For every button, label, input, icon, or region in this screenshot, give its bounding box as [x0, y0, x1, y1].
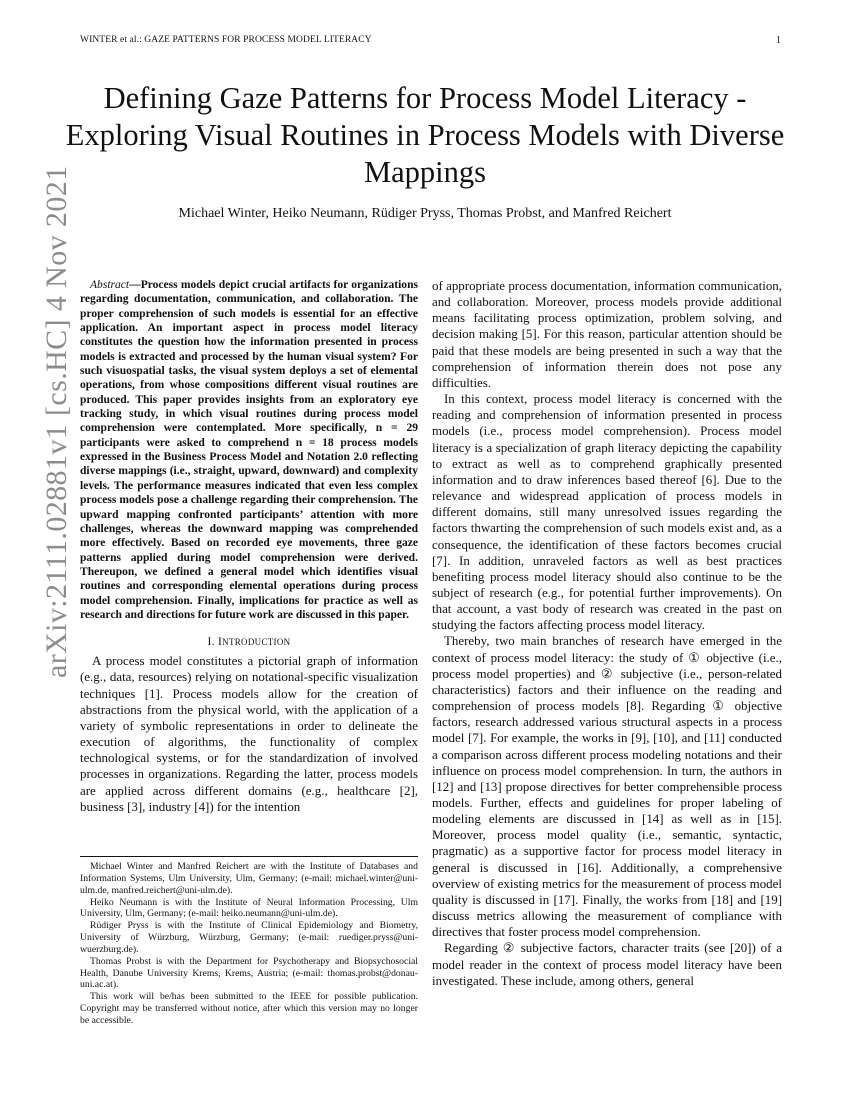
abstract-label: Abstract — [90, 279, 130, 291]
footnote-affiliation: Rüdiger Pryss is with the Institute of Clinical Epidemiology and Biometry, University of Würzburg, Würzburg, Germany; (e-mail: ruediger.pryss@uni-wuerzburg.de). — [80, 920, 418, 955]
footnote-affiliation: Heiko Neumann is with the Institute of Neural Information Processing, Ulm University, Ulm, Germany; (e-mail: heiko.neumann@uni-ulm.de). — [80, 896, 418, 920]
footnote-affiliation: Thomas Probst is with the Department for Psychotherapy and Biopsychosocial Health, Danube University Krems, Krems, Austria; (e-mail: thomas.probst@donau-uni.ac.at). — [80, 955, 418, 991]
section-heading-introduction — [80, 636, 418, 648]
paragraph: In this context, process model literacy is concerned with the reading and comprehension of information presented in process models (i.e., process model comprehension). Process model literacy is a specialization of graph literacy depicting the capability to extract as well as to comprehend graphically presented information and to draw inferences based thereof [6]. Due to the relevance and widespread application of process models in different domains, still many unresolved issues regarding the factors thwarting the comprehension of such models exist and, as a consequence, the identification of these factors becomes crucial [7]. In addition, unraveled factors as well as best practices benefiting process model literacy should also continue to be the subject of research (e.g., for potential further improvements). On that account, a vast body of research was created in the past on studying the factors affecting process model literacy. — [432, 391, 782, 633]
section-number: I. I — [207, 636, 223, 649]
introduction-body — [80, 653, 418, 815]
author-list: Michael Winter, Heiko Neumann, Rüdiger Pryss, Thomas Probst, and Manfred Reichert — [178, 206, 672, 221]
abstract — [80, 278, 418, 622]
paragraph: of appropriate process documentation, information communication, and collaboration. Moreover, process models provide additional means facilitating process optimization, problem solving, and decision making [5]. For this reason, particular attention should be paid that these models are being presented in such a way that the comprehension of information therein does not pose any difficulties. — [432, 278, 782, 390]
left-column — [80, 278, 418, 815]
page-number: 1 — [776, 35, 781, 46]
footnote-affiliation: Michael Winter and Manfred Reichert are with the Institute of Databases and Information Systems, Ulm University, Ulm, Germany; (e-mail: michael.winter@uni-ulm.de, manfred.reichert@uni-ulm.de). — [80, 861, 418, 896]
footnotes — [80, 856, 418, 1027]
arxiv-stamp: arXiv:2111.02881v1 [cs.HC] 4 Nov 2021 — [40, 165, 73, 678]
abstract-text: —Process models depict crucial artifacts for organizations regarding documentation, communication, and collaboration. The proper comprehension of such models is essential for an effective application. An important aspect in process model literacy constitutes the question how the information presented in process models is extracted and processed by the human visual system? For such visuospatial tasks, the visual system deploys a set of elemental operations, from whose compositions different visual routines are produced. This paper provides insights from an exploratory eye tracking study, in which visual routines during process model comprehension were contemplated. More specifically, n = 29 participants were asked to comprehend n = 18 process models expressed in the Business Process Model and Notation 2.0 reflecting diverse mappings (i.e., straight, upward, downward) and complexity levels. The performance measures indicated that even less complex process models pose a challenge regarding their comprehension. The upward mapping confronted participants’ attention with more challenges, whereas the downward mapping was comprehended more effectively. Based on recorded eye movements, three gaze patterns applied during model comprehension were derived. Thereupon, we defined a general model which identifies visual routines and corresponding elemental operations during process model comprehension. Finally, implications for practice as well as research and directions for future work are discussed in this paper. — [80, 279, 418, 621]
paragraph: A process model constitutes a pictorial graph of information (e.g., data, resources) relying on notational-specific visualization techniques [1]. Process models allow for the creation of abstractions from the physical world, with the application of a variety of symbolic representations in order to delineate the execution of algorithms, the functionality of complex technological systems, or for the standardization of involved processes in organizations. Regarding the latter, process models are applied across different domains (e.g., healthcare [2], business [3], industry [4]) for the intention — [80, 653, 418, 814]
paper-title: Defining Gaze Patterns for Process Model Literacy - Exploring Visual Routines in Process Models with Diverse Mappings — [65, 81, 785, 189]
right-column — [432, 278, 782, 989]
section-title: NTRODUCTION — [222, 637, 291, 648]
paragraph: Thereby, two main branches of research have emerged in the context of process model literacy: the study of ① objective (i.e., process model properties) and ② subjective (i.e., person-related characteristics) factors and their influence on the reading and comprehension of process models [8]. Regarding ① objective factors, research addressed various structural aspects in a process model [7]. For example, the works in [9], [10], and [11] conducted a comparison across different process modeling notations and their influence on process model comprehension. In turn, the authors in [12] and [13] propose directives for better comprehensible process models. Further, effects and guidelines for proper labeling of modeling elements are discussed in [14] as well as in [15]. Moreover, process model quality (i.e., semantic, syntactic, pragmatic) as a supportive factor for process model literacy in general is discussed in [16]. Additionally, a comprehensive overview of existing metrics for the measurement of process model quality is discussed in [17]. Finally, the works from [18] and [19] discuss metrics allowing the measurement of compliance with directives that foster process model comprehension. — [432, 633, 782, 940]
paragraph: Regarding ② subjective factors, character traits (see [20]) of a model reader in the context of process model literacy have been investigated. These include, among others, general — [432, 940, 782, 988]
running-head: WINTER et al.: GAZE PATTERNS FOR PROCESS MODEL LITERACY — [80, 35, 372, 45]
footnote-copyright: This work will be/has been submitted to the IEEE for possible publication. Copyright may be transferred without notice, after which this version may no longer be accessible. — [80, 991, 418, 1026]
